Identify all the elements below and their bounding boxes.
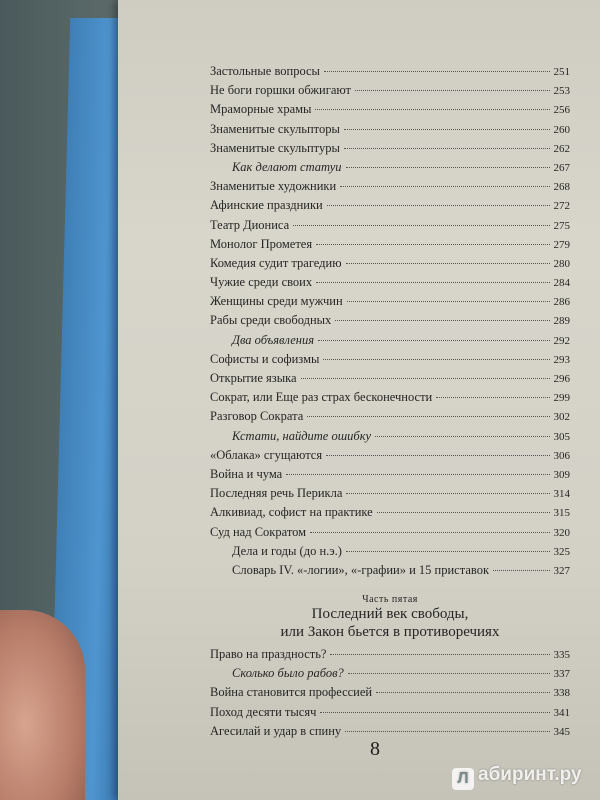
part-title-line-1: Последний век свободы, xyxy=(311,606,469,623)
toc-section-bottom xyxy=(210,645,570,741)
toc-entry-title: Афинские праздники xyxy=(210,198,323,213)
toc-entry-title: Комедия судит трагедию xyxy=(210,255,342,270)
toc-entry-title: Рабы среди свободных xyxy=(210,313,332,328)
dot-leader xyxy=(301,378,550,379)
part-heading xyxy=(210,594,570,641)
toc-entry xyxy=(210,350,570,369)
toc-entry-page: 292 xyxy=(553,334,570,347)
toc-entry-page: 286 xyxy=(553,296,570,309)
toc-entry-title: «Облака» сгущаются xyxy=(210,447,323,462)
toc-entry-title: Последняя речь Перикла xyxy=(210,486,343,501)
toc-entry xyxy=(210,427,570,446)
toc-entry xyxy=(210,722,570,741)
toc-entry xyxy=(210,158,570,177)
labirint-logo-icon: Л xyxy=(452,768,474,790)
toc-entry xyxy=(210,484,570,503)
toc-entry xyxy=(210,523,570,542)
toc-entry-title: Кстати, найдите ошибку xyxy=(232,428,372,443)
toc-entry-page: 306 xyxy=(553,449,570,462)
dot-leader xyxy=(324,71,550,72)
toc-entry-page: 296 xyxy=(553,373,570,385)
toc-entry-title: Знаменитые скульптуры xyxy=(210,140,340,155)
toc-entry xyxy=(210,311,570,330)
dot-leader xyxy=(316,244,549,245)
dot-leader xyxy=(293,225,549,226)
toc-entry xyxy=(210,446,570,465)
toc-entry xyxy=(210,120,570,139)
toc-entry-title: Застольные вопросы xyxy=(210,64,320,78)
dot-leader xyxy=(436,397,549,398)
toc-entry-page: 262 xyxy=(553,142,570,155)
dot-leader xyxy=(344,129,550,130)
toc-entry xyxy=(210,273,570,292)
toc-entry-title: Открытие языка xyxy=(210,371,297,385)
toc-entry-title: Два объявления xyxy=(232,332,315,347)
dot-leader xyxy=(310,532,549,533)
dot-leader xyxy=(347,301,550,302)
toc-entry-title: Знаменитые художники xyxy=(210,179,337,194)
dot-leader xyxy=(335,320,549,321)
toc-entry xyxy=(210,139,570,158)
toc-entry-page: 325 xyxy=(553,545,570,558)
toc-entry-title: Знаменитые скульпторы xyxy=(210,121,340,136)
toc-entry xyxy=(210,542,570,561)
toc-entry-title: Дела и годы (до н.э.) xyxy=(232,543,342,558)
dot-leader xyxy=(375,436,549,437)
dot-leader xyxy=(318,340,549,341)
toc-entry-page: 275 xyxy=(553,219,570,232)
dot-leader xyxy=(345,731,549,732)
dot-leader xyxy=(323,359,549,360)
toc-entry-page: 253 xyxy=(553,85,570,98)
dot-leader xyxy=(307,416,549,417)
toc-entry-title: Поход десяти тысяч xyxy=(210,704,317,719)
thumb xyxy=(0,610,85,800)
toc-entry-page: 335 xyxy=(553,649,570,662)
toc-entry-page: 256 xyxy=(553,104,570,117)
dot-leader xyxy=(346,551,550,552)
toc-entry xyxy=(210,100,570,119)
toc-entry-page: 251 xyxy=(553,66,570,78)
toc-entry xyxy=(210,645,570,664)
toc-entry-title: Мраморные храмы xyxy=(210,102,312,117)
toc-entry-title: Сократ, или Еще раз страх бесконечности xyxy=(210,390,433,405)
dot-leader xyxy=(315,109,549,110)
table-of-contents xyxy=(210,62,570,741)
toc-entry-title: Разговор Сократа xyxy=(210,409,304,424)
toc-entry-title: Чужие среди своих xyxy=(210,275,313,290)
toc-entry-title: Суд над Сократом xyxy=(210,524,307,539)
toc-entry-page: 302 xyxy=(553,411,570,424)
dot-leader xyxy=(330,654,549,655)
toc-entry-page: 279 xyxy=(553,238,570,251)
toc-entry xyxy=(210,683,570,702)
toc-entry-page: 337 xyxy=(553,668,570,681)
toc-entry xyxy=(210,407,570,426)
toc-entry xyxy=(210,465,570,484)
toc-entry-page: 305 xyxy=(553,430,570,443)
toc-entry-title: Женщины среди мужчин xyxy=(210,294,343,309)
toc-entry-page: 341 xyxy=(553,706,570,719)
toc-entry-title: Алкивиад, софист на практике xyxy=(210,505,373,520)
toc-entry-page: 293 xyxy=(553,353,570,366)
toc-entry-page: 320 xyxy=(553,526,570,539)
watermark xyxy=(452,764,582,790)
toc-entry-page: 309 xyxy=(553,468,570,481)
toc-entry-page: 315 xyxy=(553,507,570,520)
toc-entry-title: Не боги горшки обжигают xyxy=(210,83,352,98)
toc-entry xyxy=(210,703,570,722)
toc-entry xyxy=(210,62,570,81)
toc-entry xyxy=(210,331,570,350)
toc-entry xyxy=(210,292,570,311)
dot-leader xyxy=(326,455,549,456)
dot-leader xyxy=(377,512,550,513)
toc-entry-page: 260 xyxy=(553,123,570,136)
toc-section-top xyxy=(210,62,570,580)
dot-leader xyxy=(355,90,549,91)
part-title-line-2: или Закон бьется в противоречиях xyxy=(280,624,500,641)
toc-entry-title: Война становится профессией xyxy=(210,685,373,700)
toc-entry-title: Монолог Прометея xyxy=(210,236,313,251)
toc-entry-title: Как делают статуи xyxy=(232,159,342,174)
toc-entry xyxy=(210,561,570,580)
toc-entry xyxy=(210,177,570,196)
toc-entry xyxy=(210,388,570,407)
dot-leader xyxy=(327,205,550,206)
toc-entry xyxy=(210,503,570,522)
toc-entry xyxy=(210,664,570,683)
toc-entry xyxy=(210,81,570,100)
toc-entry-page: 280 xyxy=(553,257,570,270)
dot-leader xyxy=(286,474,549,475)
toc-entry-title: Война и чума xyxy=(210,466,283,481)
dot-leader xyxy=(493,570,549,571)
dot-leader xyxy=(344,148,550,149)
dot-leader xyxy=(320,712,549,713)
toc-entry-page: 345 xyxy=(553,725,570,738)
toc-entry-page: 338 xyxy=(553,687,570,700)
watermark-text: абиринт.ру xyxy=(478,764,582,785)
toc-entry-page: 267 xyxy=(553,161,570,174)
toc-entry xyxy=(210,216,570,235)
part-label: Часть пятая xyxy=(362,594,418,606)
toc-entry-title: Словарь IV. «-логии», «-графии» и 15 приставок xyxy=(232,562,490,577)
toc-entry-page: 314 xyxy=(553,488,570,501)
dot-leader xyxy=(340,186,549,187)
toc-entry-title: Право на праздность? xyxy=(210,647,327,662)
dot-leader xyxy=(316,282,549,283)
toc-entry-title: Софисты и софизмы xyxy=(210,351,320,366)
toc-entry-page: 272 xyxy=(553,200,570,213)
dot-leader xyxy=(376,692,549,693)
page-number: 8 xyxy=(370,738,380,760)
toc-entry-page: 284 xyxy=(553,277,570,290)
toc-entry-page: 299 xyxy=(553,392,570,405)
toc-entry xyxy=(210,369,570,388)
toc-entry xyxy=(210,254,570,273)
dot-leader xyxy=(346,167,550,168)
toc-entry-page: 327 xyxy=(553,564,570,577)
toc-entry xyxy=(210,196,570,215)
toc-entry-page: 268 xyxy=(553,181,570,194)
toc-entry-title: Сколько было рабов? xyxy=(232,666,344,681)
dot-leader xyxy=(348,673,550,674)
dot-leader xyxy=(346,263,550,264)
toc-entry-title: Агесилай и удар в спину xyxy=(210,723,342,738)
toc-entry xyxy=(210,235,570,254)
toc-entry-title: Театр Диониса xyxy=(210,217,290,232)
dot-leader xyxy=(346,493,549,494)
toc-entry-page: 289 xyxy=(553,315,570,328)
